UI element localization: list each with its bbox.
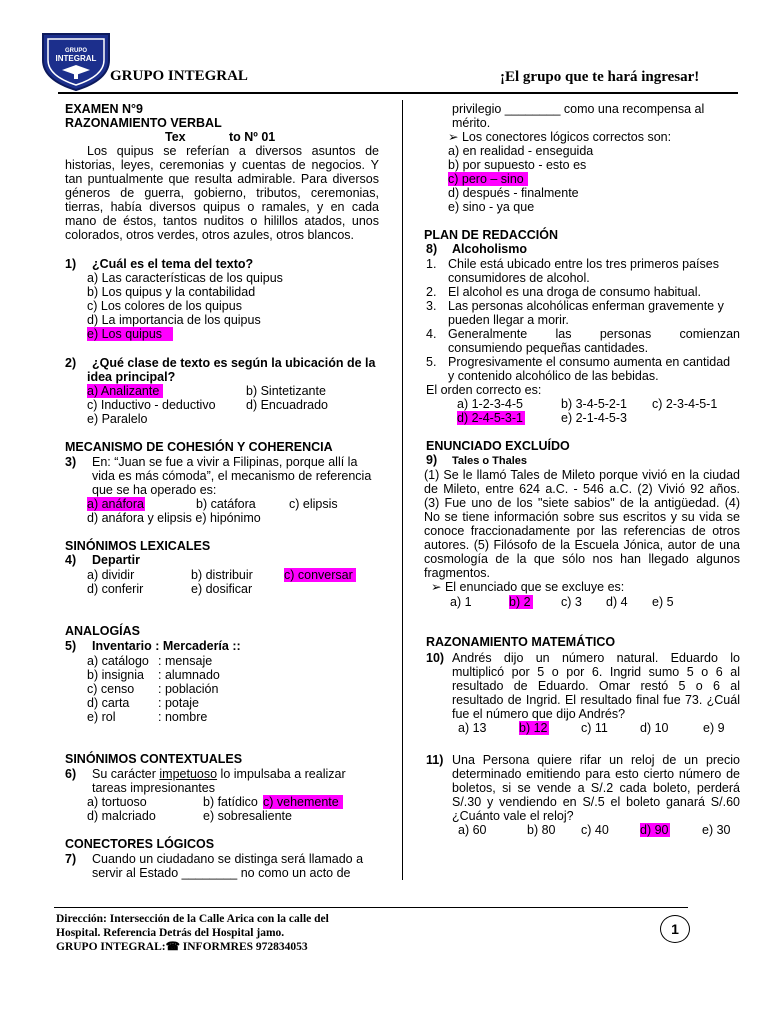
q8-item-4-line2: consumiendo pequeñas cantidades. xyxy=(448,341,649,355)
text-label-a: Tex xyxy=(165,130,186,144)
q10-line1: Andrés dijo un número natural. Eduardo lo xyxy=(452,651,740,665)
q6-number: 6) xyxy=(65,767,77,781)
q5-option-c-right[interactable]: : población xyxy=(158,682,219,696)
q3-number: 3) xyxy=(65,455,77,469)
q10-option-b[interactable]: b) 12 xyxy=(519,721,548,735)
q8-item-1-line1: Chile está ubicado entre los tres primeros países xyxy=(448,257,719,271)
q11-number: 11) xyxy=(426,753,444,767)
q3-option-b[interactable]: b) catáfora xyxy=(196,497,256,511)
q3-line2: vida es más cómoda”, el mecanismo de referencia xyxy=(92,469,372,483)
q8-option-c[interactable]: c) 2-3-4-5-1 xyxy=(652,397,718,411)
q10-option-a[interactable]: a) 13 xyxy=(458,721,487,735)
q11-line2: determinado emitiendo para esto cierto número de xyxy=(452,767,740,781)
q7-option-d[interactable]: d) después - finalmente xyxy=(448,186,579,200)
q7-option-a[interactable]: a) en realidad - enseguida xyxy=(448,144,594,158)
section-analogias: ANALOGÍAS xyxy=(65,624,140,638)
q1-option-a[interactable]: a) Las características de los quipus xyxy=(87,271,283,285)
q5-premise: Inventario : Mercadería :: xyxy=(92,639,241,653)
section-contextuales: SINÓNIMOS CONTEXTUALES xyxy=(65,752,243,766)
passage: Los quipus se referían a diversos asuntos de historias, leyes, ceremonias y cuentas de negocios. Y tan puntualmente que resulta admirable. Para diversos géneros de guerra, gobierno, tributos, ceremonias, tierras, había diversos quipus o ramales, y en cada mano de éstos, tantos nuditos o hilillos atados, unos colorados, otros verdes, otros azules, otros blancos. xyxy=(65,144,379,242)
section-cohesion: MECANISMO DE COHESIÓN Y COHERENCIA xyxy=(65,440,333,454)
q6-line1 xyxy=(92,767,346,781)
q2-option-b[interactable]: b) Sintetizante xyxy=(246,384,326,398)
q1-option-d[interactable]: d) La importancia de los quipus xyxy=(87,313,261,327)
q2-question-line2: idea principal? xyxy=(87,370,176,384)
q3-line3: que se ha operado es: xyxy=(92,483,217,497)
header-rule xyxy=(58,92,738,94)
q4-option-c[interactable]: c) conversar xyxy=(284,568,356,582)
q8-item-1-line2: consumidores de alcohol. xyxy=(448,271,590,285)
q6-option-a[interactable]: a) tortuoso xyxy=(87,795,147,809)
arrow-bullet-icon: ➢ xyxy=(431,580,445,594)
q10-option-d[interactable]: d) 10 xyxy=(640,721,669,735)
q8-option-b[interactable]: b) 3-4-5-2-1 xyxy=(561,397,627,411)
q6-post: lo impulsaba a realizar xyxy=(217,767,346,781)
q2-option-a[interactable]: a) Analizante xyxy=(87,384,163,398)
q1-question: ¿Cuál es el tema del texto? xyxy=(92,257,254,271)
q8-item-4-num: 4. xyxy=(426,327,437,341)
q8-item-5-line2: y contenido alcohólico de las bebidas. xyxy=(448,369,659,383)
q11-option-a[interactable]: a) 60 xyxy=(458,823,487,837)
q7-prompt xyxy=(448,130,671,144)
shield-logo-icon xyxy=(40,30,112,92)
q5-option-a-left[interactable]: a) catálogo xyxy=(87,654,149,668)
q2-option-c[interactable]: c) Inductivo - deductivo xyxy=(87,398,216,412)
brand-name: GRUPO INTEGRAL xyxy=(110,68,248,84)
q3-line1: En: “Juan se fue a vivir a Filipinas, porque allí la xyxy=(92,455,358,469)
q3-option-de[interactable]: d) anáfora y elipsis e) hipónimo xyxy=(87,511,261,525)
q8-option-d[interactable]: d) 2-4-5-3-1 xyxy=(457,411,523,425)
subject-title: RAZONAMIENTO VERBAL xyxy=(65,116,222,130)
q9-text-line5: conoce fraccionadamente por las referencias de otros xyxy=(424,524,740,538)
footer-address-line1: Dirección: Intersección de la Calle Arica con la calle del xyxy=(56,913,329,925)
q8-item-5-line1: Progresivamente el consumo aumenta en cantidad xyxy=(448,355,731,369)
q11-option-b[interactable]: b) 80 xyxy=(527,823,556,837)
q9-title: Tales o Thales xyxy=(452,455,527,467)
section-excluido: ENUNCIADO EXCLUÍDO xyxy=(426,439,570,453)
q6-line2: tareas impresionantes xyxy=(92,781,215,795)
arrow-bullet-icon: ➢ xyxy=(448,130,462,144)
page-number-circle xyxy=(660,915,690,943)
q9-prompt-text: El enunciado que se excluye es: xyxy=(444,580,625,594)
q9-option-b[interactable]: b) 2 xyxy=(509,595,533,609)
footer-address-line2: Hospital. Referencia Detrás del Hospital jamo. xyxy=(56,927,285,939)
q7-prompt-text: Los conectores lógicos correctos son: xyxy=(461,130,672,144)
text-label-b: to Nº 01 xyxy=(229,130,276,144)
q2-question-line1: ¿Qué clase de texto es según la ubicación de la xyxy=(92,356,376,370)
q7-option-c[interactable]: c) pero – sino xyxy=(448,172,528,186)
q2-number: 2) xyxy=(65,356,77,370)
q9-text-line1: (1) Se le llamó Tales de Mileto porque vivió en la ciudad xyxy=(424,468,740,482)
q9-option-d[interactable]: d) 4 xyxy=(606,595,628,609)
q11-option-d[interactable]: d) 90 xyxy=(640,823,669,837)
q7-line4: mérito. xyxy=(452,116,491,130)
q7-option-e[interactable]: e) sino - ya que xyxy=(448,200,535,214)
q6-option-c[interactable]: c) vehemente xyxy=(263,795,343,809)
q9-number: 9) xyxy=(426,453,438,467)
q5-option-c-left[interactable]: c) censo xyxy=(87,682,135,696)
q5-option-d-right[interactable]: : potaje xyxy=(158,696,200,710)
q4-option-b[interactable]: b) distribuir xyxy=(191,568,253,582)
q8-option-a[interactable]: a) 1-2-3-4-5 xyxy=(457,397,523,411)
section-sinonimos: SINÓNIMOS LEXICALES xyxy=(65,539,211,553)
q4-number: 4) xyxy=(65,553,77,567)
q11-option-e[interactable]: e) 30 xyxy=(702,823,731,837)
q9-text-line6: autores. (5) Filósofo de la Escuela Jónica, autor de una xyxy=(424,538,740,552)
q6-pre: Su carácter xyxy=(92,767,160,781)
q8-item-2-line1: El alcohol es una droga de consumo habitual. xyxy=(448,285,701,299)
q11-line4: S/.30 y vendiendo en S/.5 el boleto ganará S/.60 xyxy=(452,795,740,809)
section-conectores: CONECTORES LÓGICOS xyxy=(65,837,215,851)
q4-word: Departir xyxy=(92,553,140,567)
q10-option-c[interactable]: c) 11 xyxy=(581,721,608,735)
q5-number: 5) xyxy=(65,639,77,653)
q6-option-e[interactable]: e) sobresaliente xyxy=(203,809,292,823)
q8-item-3-line1: Las personas alcohólicas enferman gravemente y xyxy=(448,299,724,313)
q9-text-line7: cosmología de la que sólo nos han llegado algunos xyxy=(424,552,740,566)
page-number: 1 xyxy=(671,921,679,937)
q7-line3: privilegio ________ como una recompensa al xyxy=(452,102,705,116)
q8-number: 8) xyxy=(426,242,438,256)
q10-option-e[interactable]: e) 9 xyxy=(703,721,725,735)
q7-number: 7) xyxy=(65,852,77,866)
q8-option-e[interactable]: e) 2-1-4-5-3 xyxy=(561,411,627,425)
q9-option-e[interactable]: e) 5 xyxy=(652,595,674,609)
q10-line4: resultado de Ingrid. El resultado final fue 73. ¿Cuál xyxy=(452,693,740,707)
q11-line3: boletos, si se vende a S/.2 cada boleto, perderá xyxy=(452,781,740,795)
q9-text-line2: de Mileto, entre 624 a.C. - 546 a.C. (2) Vivió 92 años. xyxy=(424,482,740,496)
q4-option-e[interactable]: e) dosificar xyxy=(191,582,253,596)
q5-option-e-left[interactable]: e) rol xyxy=(87,710,116,724)
logo-text-main: INTEGRAL xyxy=(55,54,97,63)
q11-line5: ¿Cuánto vale el reloj? xyxy=(452,809,574,823)
logo xyxy=(40,30,112,92)
q11-option-c[interactable]: c) 40 xyxy=(581,823,609,837)
q9-text-line8: fragmentos. xyxy=(424,566,491,580)
q8-order-label: El orden correcto es: xyxy=(426,383,542,397)
q8-item-3-num: 3. xyxy=(426,299,437,313)
q6-option-b[interactable]: b) fatídico xyxy=(203,795,258,809)
footer-contact: GRUPO INTEGRAL:☎ INFORMRES 972834053 xyxy=(56,941,308,953)
q8-item-3-line2: pueden llegar a morir. xyxy=(448,313,569,327)
q2-option-e[interactable]: e) Paralelo xyxy=(87,412,148,426)
q1-number: 1) xyxy=(65,257,77,271)
q10-line2: multiplicó por 5 o por 6. Ingrid sumo 5 o 6 al xyxy=(452,665,740,679)
q10-line5: fue el número que dijo Andrés? xyxy=(452,707,626,721)
slogan: ¡El grupo que te hará ingresar! xyxy=(500,69,700,85)
q8-title: Alcoholismo xyxy=(452,242,528,256)
q7-line1: Cuando un ciudadano se distinga será llamado a xyxy=(92,852,364,866)
q3-option-c[interactable]: c) elipsis xyxy=(289,497,338,511)
q4-option-d[interactable]: d) conferir xyxy=(87,582,144,596)
q7-line2: servir al Estado ________ no como un acto de xyxy=(92,866,351,880)
column-divider xyxy=(402,100,403,880)
q9-text-line4: No se tiene información sobre sus escritos y su vida se xyxy=(424,510,740,524)
section-plan: PLAN DE REDACCIÓN xyxy=(424,228,559,242)
q3-option-a[interactable]: a) anáfora xyxy=(87,497,144,511)
q5-option-d-left[interactable]: d) carta xyxy=(87,696,130,710)
q4-option-a[interactable]: a) dividir xyxy=(87,568,135,582)
q1-option-c[interactable]: c) Los colores de los quipus xyxy=(87,299,242,313)
q7-option-b[interactable]: b) por supuesto - esto es xyxy=(448,158,587,172)
logo-text-top: GRUPO xyxy=(64,48,88,54)
exam-title: EXAMEN N°9 xyxy=(65,102,143,116)
q1-option-e[interactable]: e) Los quipus xyxy=(87,327,173,341)
q8-item-2-num: 2. xyxy=(426,285,437,299)
q5-option-b-left[interactable]: b) insignia xyxy=(87,668,144,682)
q6-keyword: impetuoso xyxy=(159,767,218,781)
q1-option-b[interactable]: b) Los quipus y la contabilidad xyxy=(87,285,256,299)
q8-item-5-num: 5. xyxy=(426,355,437,369)
q9-option-a[interactable]: a) 1 xyxy=(450,595,472,609)
q10-number: 10) xyxy=(426,651,445,665)
q5-option-e-right[interactable]: : nombre xyxy=(158,710,208,724)
q5-option-a-right[interactable]: : mensaje xyxy=(158,654,213,668)
q9-text-line3: (3) Fue uno de los "siete sabios" de la antigüedad. (4) xyxy=(424,496,740,510)
q8-item-4-line1: Generalmente las personas comienzan xyxy=(448,327,740,341)
q11-line1: Una Persona quiere rifar un reloj de un precio xyxy=(452,753,740,767)
q9-option-c[interactable]: c) 3 xyxy=(561,595,582,609)
section-matematico: RAZONAMIENTO MATEMÁTICO xyxy=(426,635,616,649)
footer-rule xyxy=(54,907,688,908)
q8-item-1-num: 1. xyxy=(426,257,437,271)
q10-line3: resultado de Eduardo. Omar restó 5 o 6 al xyxy=(452,679,740,693)
q6-option-d[interactable]: d) malcriado xyxy=(87,809,156,823)
q9-prompt xyxy=(431,580,624,594)
q5-option-b-right[interactable]: : alumnado xyxy=(158,668,220,682)
q2-option-d[interactable]: d) Encuadrado xyxy=(246,398,329,412)
